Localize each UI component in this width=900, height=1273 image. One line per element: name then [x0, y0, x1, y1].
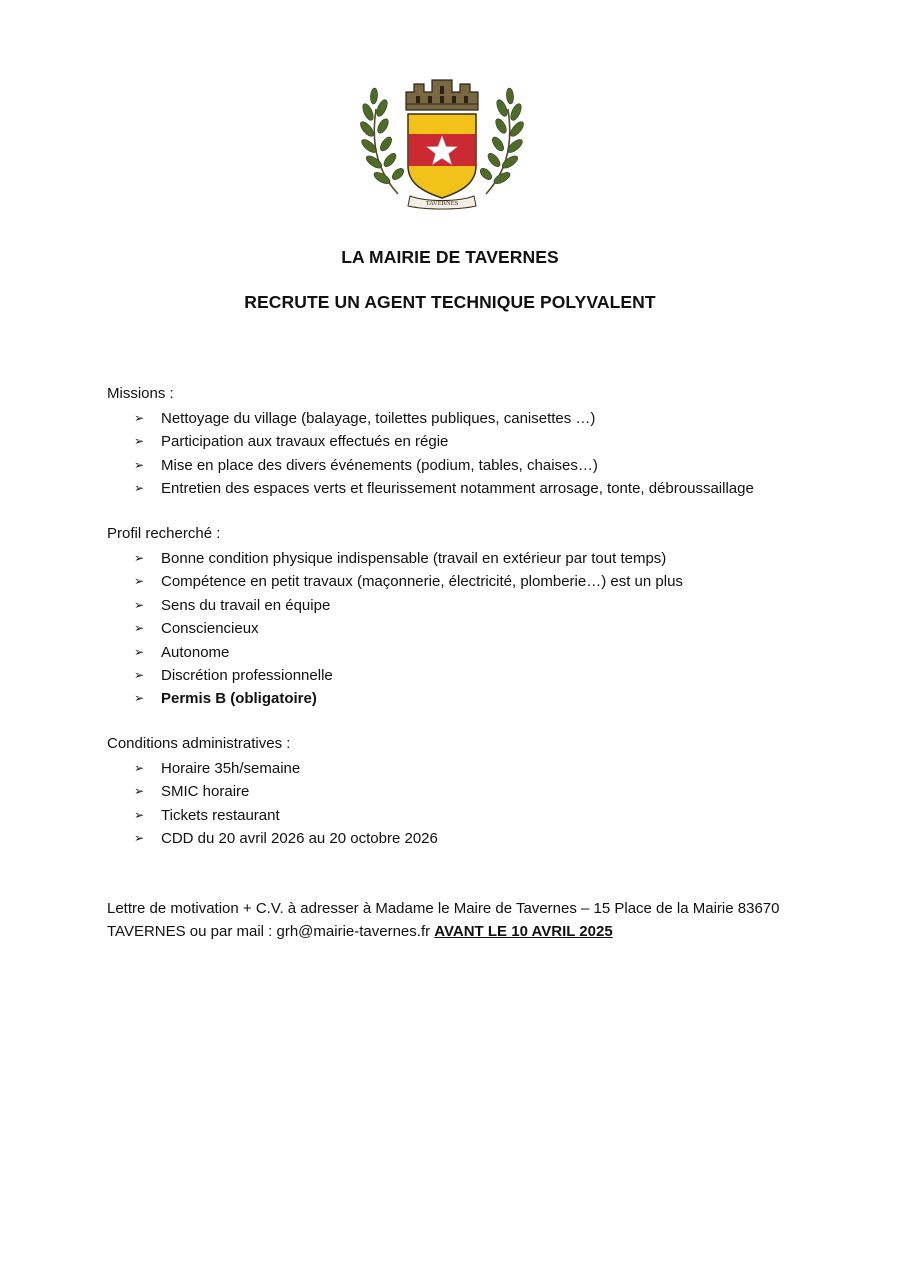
- arrow-bullet-icon: ➢: [134, 411, 145, 425]
- driving-licence-requirement: Permis B (obligatoire): [161, 690, 317, 708]
- arrow-bullet-icon: ➢: [134, 434, 145, 449]
- list-item: ➢ Nettoyage du village (balayage, toilettes publiques, canisettes …): [134, 407, 754, 430]
- list-item: ➢ Autonome: [134, 641, 683, 664]
- contact-line-1: Lettre de motivation + C.V. à adresser à Madame le Maire de Tavernes – 15 Place de la Mairie 83670: [107, 900, 780, 917]
- conditions-heading: Conditions administratives :: [107, 735, 291, 752]
- profile-heading: Profil recherché :: [107, 525, 221, 542]
- arrow-bullet-icon: ➢: [134, 691, 145, 706]
- missions-list: [134, 407, 754, 501]
- coat-of-arms-logo: [358, 74, 526, 210]
- list-item: ➢ Mise en place des divers événements (podium, tables, chaises…): [134, 454, 754, 477]
- list-item: [134, 687, 683, 710]
- arrow-bullet-icon: ➢: [134, 597, 145, 612]
- conditions-list: [134, 757, 438, 851]
- list-item: ➢ Discrétion professionnelle: [134, 664, 683, 687]
- mural-crown-icon: [406, 80, 478, 110]
- shield-icon: [408, 114, 476, 198]
- missions-heading: Missions :: [107, 385, 174, 402]
- list-item: ➢ Consciencieux: [134, 617, 683, 640]
- profile-list: [134, 547, 683, 711]
- arrow-bullet-icon: ➢: [134, 457, 145, 472]
- list-item: ➢ SMIC horaire: [134, 780, 438, 803]
- laurel-left-icon: [358, 88, 406, 194]
- list-item: ➢ Tickets restaurant: [134, 804, 438, 827]
- svg-text:TAVERNES: TAVERNES: [425, 200, 459, 207]
- arrow-bullet-icon: ➢: [134, 761, 145, 775]
- list-item: ➢ Compétence en petit travaux (maçonnerie, électricité, plomberie…) est un plus: [134, 570, 683, 593]
- arrow-bullet-icon: ➢: [134, 831, 145, 846]
- page-title: LA MAIRIE DE TAVERNES: [341, 247, 559, 267]
- application-deadline: AVANT LE 10 AVRIL 2025: [434, 923, 613, 940]
- page-subtitle: RECRUTE UN AGENT TECHNIQUE POLYVALENT: [244, 292, 656, 312]
- arrow-bullet-icon: ➢: [134, 551, 145, 565]
- list-item: ➢ Participation aux travaux effectués en régie: [134, 430, 754, 453]
- list-item: ➢ Sens du travail en équipe: [134, 594, 683, 617]
- arrow-bullet-icon: ➢: [134, 621, 145, 636]
- arrow-bullet-icon: ➢: [134, 574, 145, 589]
- list-item: ➢ Entretien des espaces verts et fleurissement notamment arrosage, tonte, débroussaillage: [134, 477, 754, 500]
- arrow-bullet-icon: ➢: [134, 644, 145, 659]
- laurel-right-icon: [478, 88, 526, 194]
- arrow-bullet-icon: ➢: [134, 481, 145, 496]
- arrow-bullet-icon: ➢: [134, 784, 145, 799]
- contact-line-2: TAVERNES ou par mail : grh@mairie-tavernes.fr AVANT LE 10 AVRIL 2025: [107, 923, 613, 940]
- arrow-bullet-icon: ➢: [134, 667, 145, 682]
- arrow-bullet-icon: ➢: [134, 807, 145, 822]
- list-item: ➢ Bonne condition physique indispensable (travail en extérieur par tout temps): [134, 547, 683, 570]
- list-item: ➢ Horaire 35h/semaine: [134, 757, 438, 780]
- list-item: ➢ CDD du 20 avril 2026 au 20 octobre 2026: [134, 827, 438, 850]
